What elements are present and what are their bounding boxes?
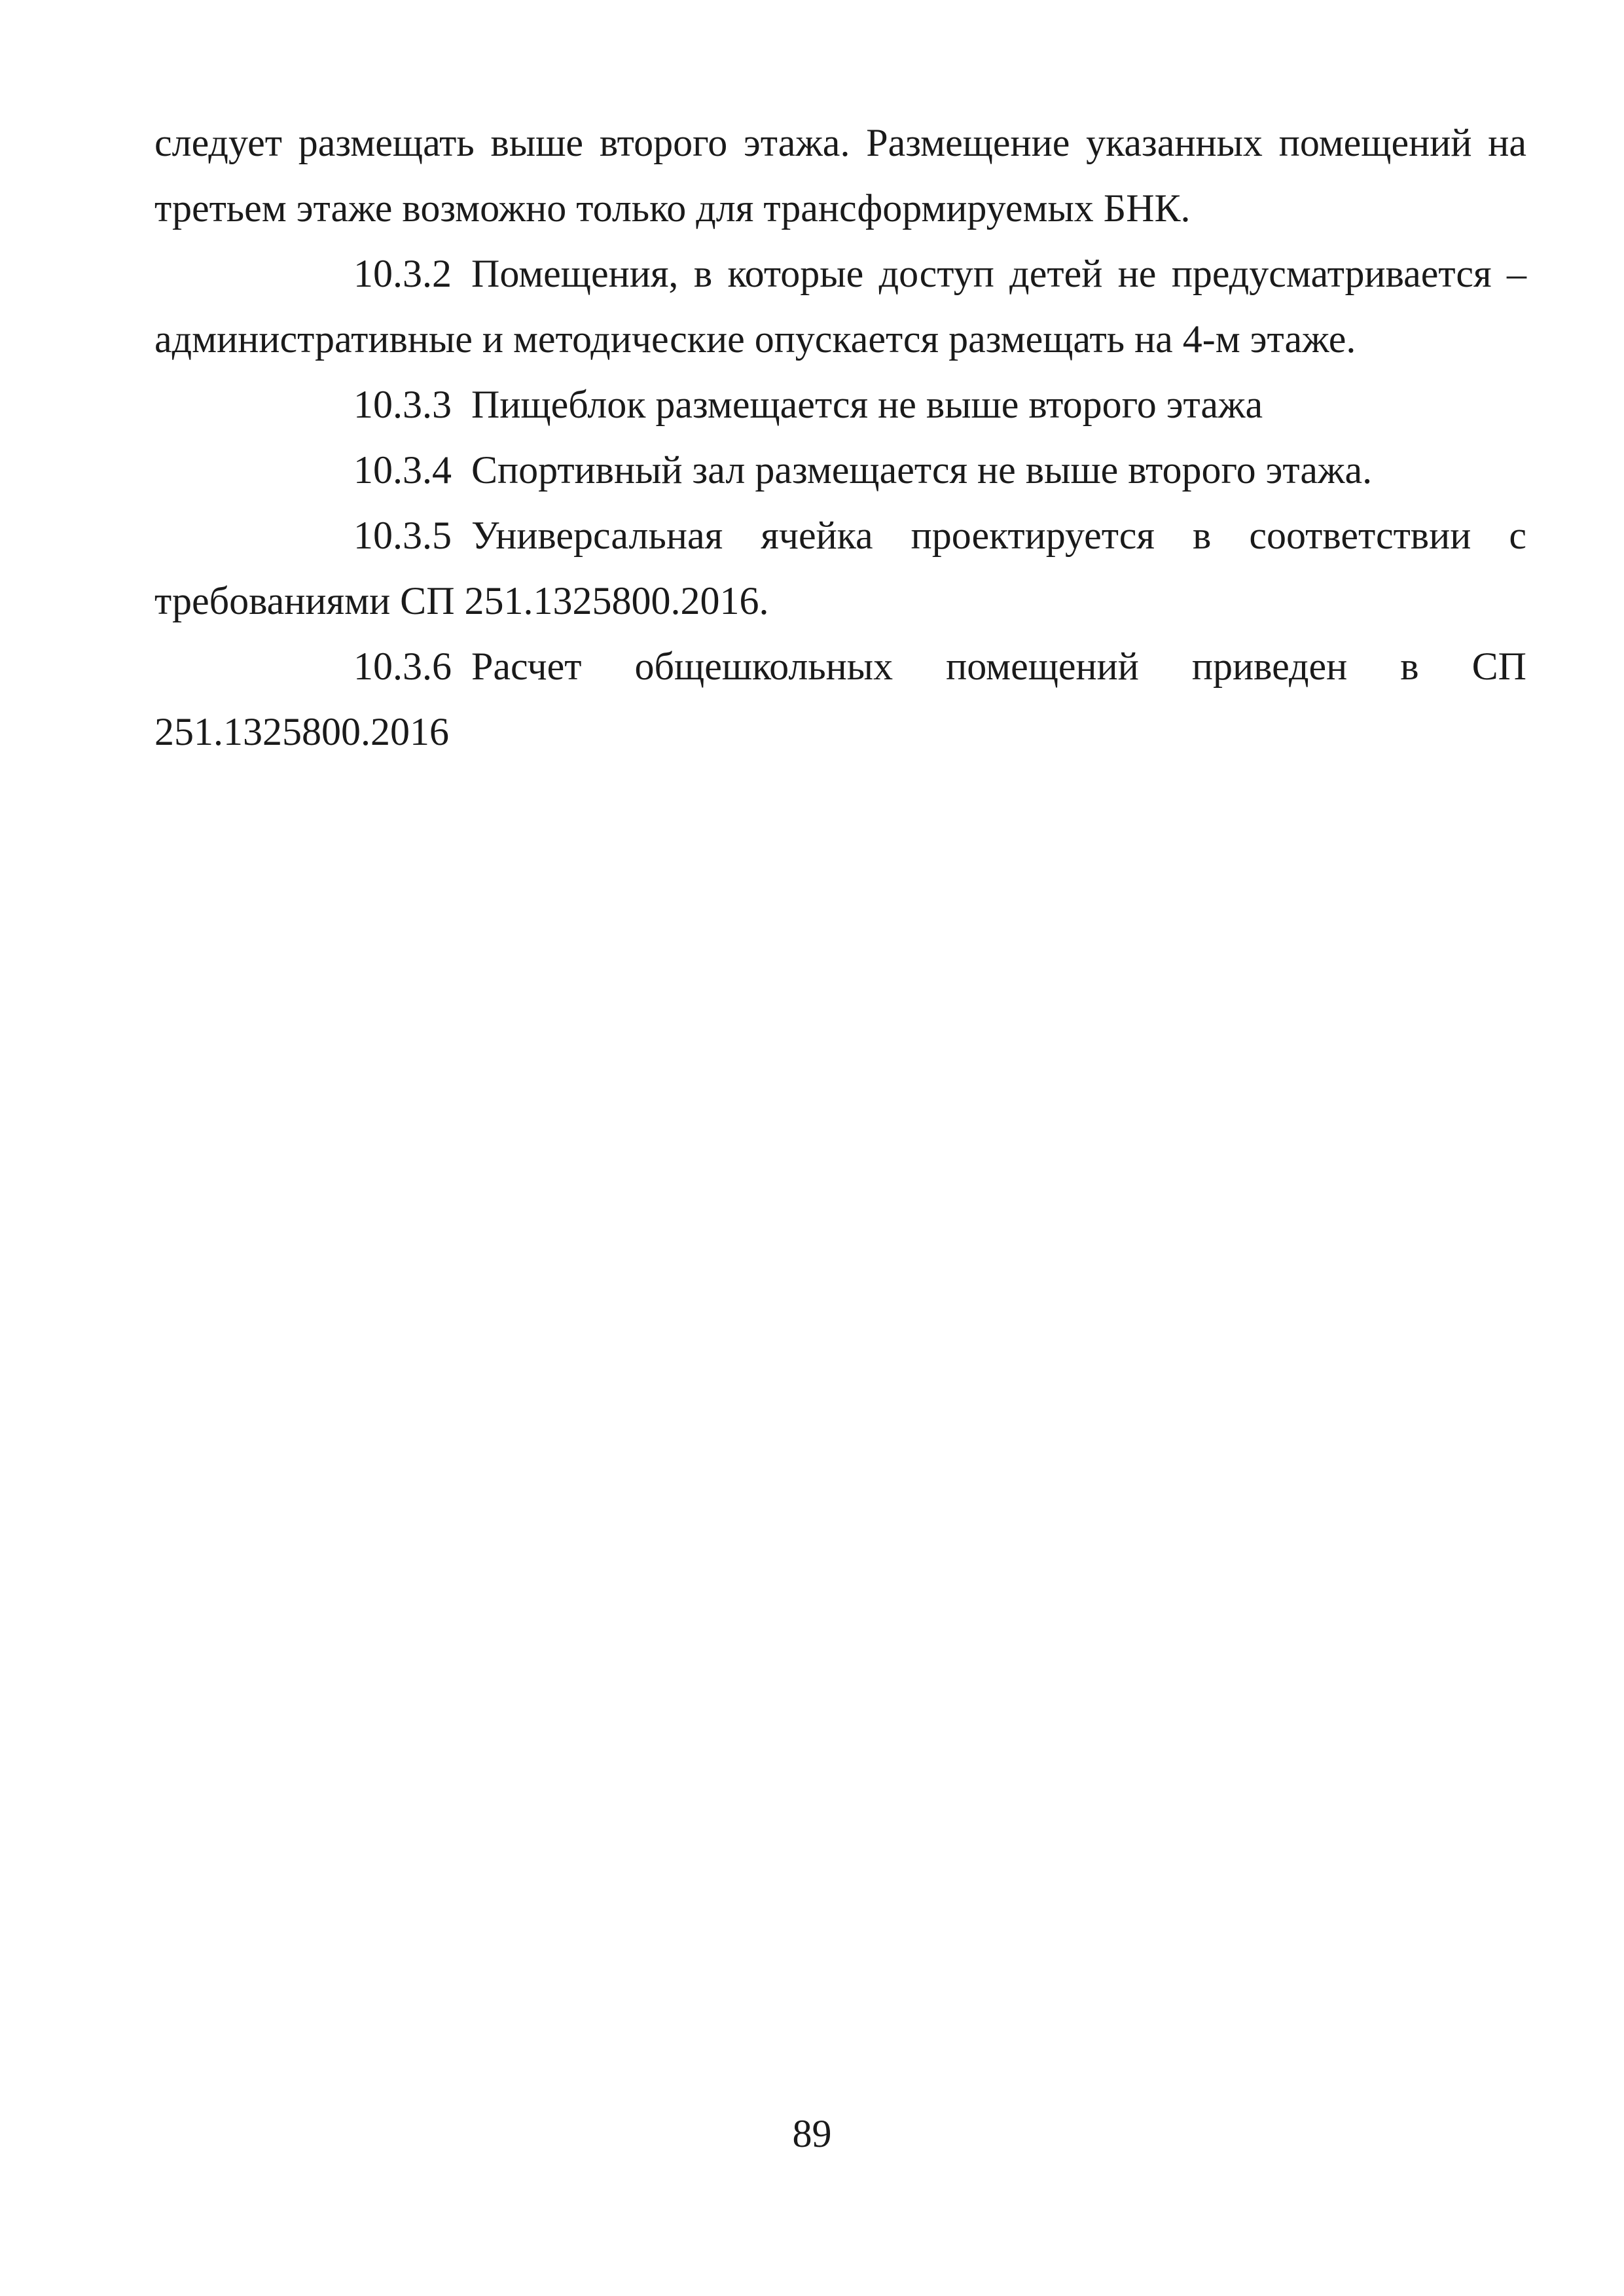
paragraph-number: 10.3.3	[353, 383, 452, 426]
paragraph-10-3-2	[154, 241, 1526, 372]
paragraph-10-3-3	[154, 372, 1526, 437]
paragraph-continuation	[154, 110, 1526, 241]
paragraph-number: 10.3.4	[353, 448, 452, 492]
paragraph-text: Расчет общешкольных помещений приведен в СП 251.1325800.2016	[154, 645, 1526, 753]
paragraph-number: 10.3.2	[353, 252, 452, 295]
paragraph-text: Универсальная ячейка проектируется в соответствии с требованиями СП 251.1325800.2016.	[154, 514, 1526, 622]
paragraph-10-3-4	[154, 437, 1526, 503]
paragraph-10-3-6	[154, 634, 1526, 764]
page-number: 89	[792, 2112, 832, 2155]
paragraph-number: 10.3.5	[353, 514, 452, 557]
document-body	[154, 110, 1526, 764]
paragraph-text: Помещения, в которые доступ детей не предусматривается – административные и методические опускается размещать на 4-м этаже.	[154, 252, 1526, 361]
paragraph-text: следует размещать выше второго этажа. Размещение указанных помещений на третьем этаже возможно только для трансформируемых БНК.	[154, 121, 1526, 230]
paragraph-text: Спортивный зал размещается не выше второго этажа.	[471, 448, 1373, 492]
paragraph-10-3-5	[154, 503, 1526, 634]
paragraph-number: 10.3.6	[353, 645, 452, 688]
paragraph-text: Пищеблок размещается не выше второго этажа	[471, 383, 1263, 426]
